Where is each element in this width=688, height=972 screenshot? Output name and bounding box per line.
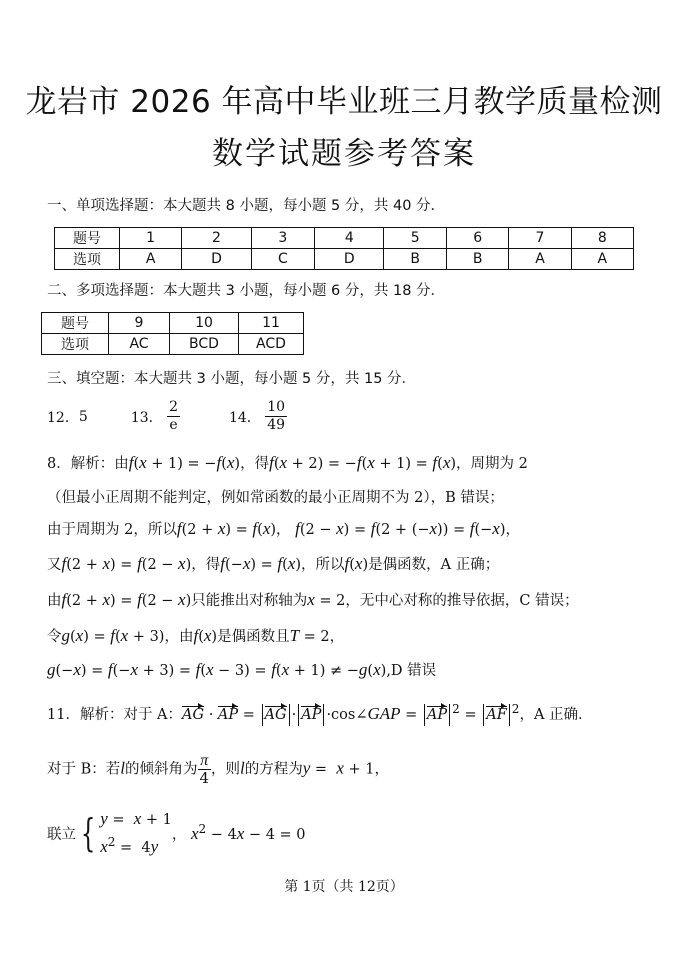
text: 8．解析：由	[47, 456, 129, 472]
analysis8-line3: 由于周期为 2，所以f(2 + x) = f(x)， f(2 − x) = f(2 + (−x)) = f(−x)，	[47, 519, 520, 538]
question-number: 10	[170, 313, 239, 334]
text: 只能推出对称轴为	[191, 593, 308, 609]
text: 联立	[47, 826, 76, 843]
q13-numerator: 2	[169, 399, 179, 415]
text: 又	[47, 557, 62, 573]
q14-numerator: 10	[267, 399, 286, 415]
analysis8-line6: 令g(x) = f(x + 3)，由f(x)是偶函数且T = 2，	[47, 626, 345, 645]
question-number: 5	[384, 228, 446, 249]
text: ，得	[240, 456, 270, 472]
text: ，周期为 2	[456, 456, 528, 472]
page-footer: 第 1页（共 12页）	[284, 879, 404, 895]
section3-heading: 三、填空题：本大题共 3 小题，每小题 5 分，共 15 分．	[47, 371, 417, 387]
answer-cell: ACD	[239, 334, 304, 355]
text: 是偶函数且	[217, 629, 290, 645]
q14-denominator: 49	[267, 417, 286, 433]
row-label: 选项	[42, 334, 109, 355]
row-label: 选项	[55, 249, 120, 270]
analysis11-line2: 对于 B：若l的倾斜角为 $\frac{\pi}{4}$ ，则l的方程为y = x + 1，	[47, 752, 389, 787]
q13-label: 13．	[130, 409, 163, 426]
q12-answer: 5	[78, 408, 88, 425]
table-row	[42, 313, 304, 334]
section1-heading: 一、单项选择题：本大题共 8 小题，每小题 5 分，共 40 分．	[47, 198, 446, 214]
document-title: 龙岩市 2026 年高中毕业班三月教学质量检测	[25, 84, 663, 120]
text: ，所以	[301, 557, 345, 573]
answer-cell: A	[509, 249, 571, 270]
analysis8-line2: （但最小正周期不能判定，例如常函数的最小正周期不为 2），B 错误；	[47, 490, 504, 506]
answer-cell: D	[315, 249, 384, 270]
answer-cell: B	[384, 249, 446, 270]
single-choice-answer-table	[54, 227, 634, 270]
text: 11．解析：对于 A：	[47, 706, 183, 723]
question-number: 3	[251, 228, 314, 249]
text: 的倾斜角为	[125, 761, 198, 778]
question-number: 1	[120, 228, 182, 249]
table-row	[55, 249, 634, 270]
answer-cell: A	[571, 249, 633, 270]
text: ，则	[211, 761, 241, 778]
answer-cell: D	[182, 249, 251, 270]
analysis8-line5: 由f(2 + x) = f(2 − x)只能推出对称轴为x = 2，无中心对称的推导依据，C 错误；	[47, 590, 579, 609]
table-row	[55, 228, 634, 249]
answer-cell: C	[251, 249, 314, 270]
q12-label: 12．	[47, 409, 79, 426]
text: 由于周期为 2，所以	[47, 522, 177, 538]
analysis8-line7: g(−x) = f(−x + 3) = f(x − 3) = f(x + 1) ≠ −g(x),D 错误	[47, 660, 437, 679]
table-row	[42, 334, 304, 355]
document-subtitle: 数学试题参考答案	[212, 136, 476, 172]
question-number: 6	[446, 228, 508, 249]
q14-fraction	[265, 399, 287, 434]
answer-cell: A	[120, 249, 182, 270]
question-number: 2	[182, 228, 251, 249]
q13-denominator: e	[169, 417, 178, 433]
row-label: 题号	[55, 228, 120, 249]
q14-label: 14．	[228, 409, 261, 426]
fill-in-answers	[47, 399, 287, 434]
multiple-choice-answer-table	[41, 312, 304, 355]
row-label: 题号	[42, 313, 109, 334]
question-number: 4	[315, 228, 384, 249]
text: 对于 B：若	[47, 761, 121, 778]
text: ，由	[164, 629, 194, 645]
text: ，A 正确．	[519, 706, 593, 723]
q13-fraction	[167, 399, 180, 434]
text: ，得	[191, 557, 221, 573]
analysis11-line3: 联立 { y = x + 1 $x^2 = 4y$ ， $x^2 - 4x - 4 = 0$	[47, 809, 306, 856]
text: 令	[47, 629, 62, 645]
text: 是偶函数，A 正确；	[368, 557, 500, 573]
text: 由	[47, 593, 62, 609]
section2-heading: 二、多项选择题：本大题共 3 小题，每小题 6 分，共 18 分．	[47, 283, 446, 299]
analysis8-line4: 又f(2 + x) = f(2 − x)，得f(−x) = f(x)，所以f(x)是偶函数，A 正确；	[47, 554, 500, 573]
answer-cell: AC	[109, 334, 170, 355]
text: ，无中心对称的推导依据，C 错误；	[345, 593, 579, 609]
answer-cell: BCD	[170, 334, 239, 355]
analysis8-line1: 8．解析：由f(x + 1) = −f(x)，得f(x + 2) = −f(x + 1) = f(x)，周期为 2	[47, 453, 528, 472]
question-number: 9	[109, 313, 170, 334]
question-number: 7	[509, 228, 571, 249]
question-number: 8	[571, 228, 633, 249]
answer-cell: B	[446, 249, 508, 270]
analysis11-line1: 11．解析：对于 A：AG · AP = AG · AP ·cos∠GAP = AP $^2$ = AF $^2$，A 正确．	[47, 702, 593, 726]
question-number: 11	[239, 313, 304, 334]
text: ,D 错误	[386, 663, 437, 679]
text: 的方程为	[244, 761, 303, 778]
